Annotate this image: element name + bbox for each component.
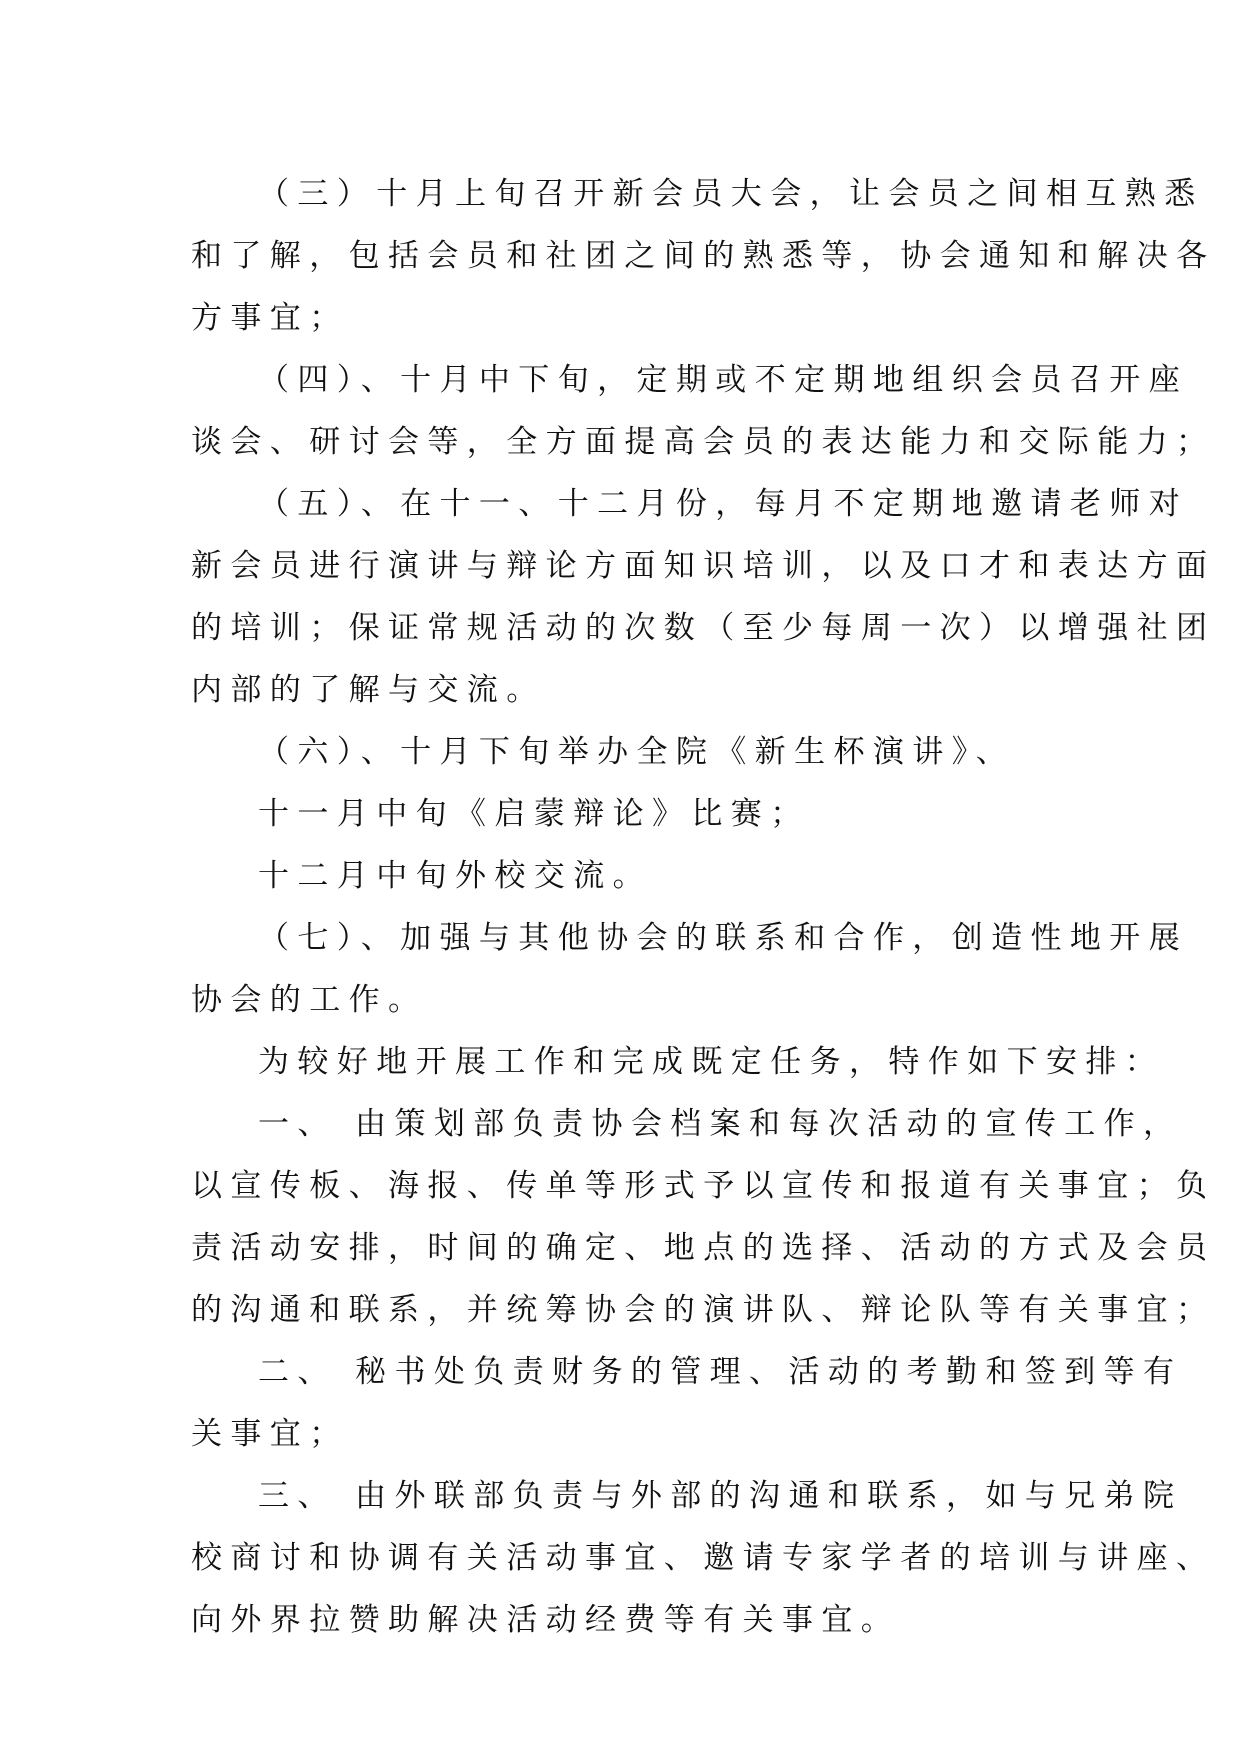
text-line: （七）、加强与其他协会的联系和合作，创造性地开展 (258, 920, 1189, 956)
text-line: 新会员进行演讲与辩论方面知识培训，以及口才和表达方面 (191, 548, 1216, 584)
text-line: 关事宜； (191, 1416, 349, 1452)
text-line: 三、 由外联部负责与外部的沟通和联系，如与兄弟院 (258, 1478, 1183, 1514)
text-line: 校商讨和协调有关活动事宜、邀请专家学者的培训与讲座、 (191, 1540, 1216, 1576)
text-line: 内部的了解与交流。 (191, 672, 546, 708)
text-line: 向外界拉赞助解决活动经费等有关事宜。 (191, 1602, 901, 1638)
text-line: 十一月中旬《启蒙辩论》比赛； (258, 796, 810, 832)
text-line: （三）十月上旬召开新会员大会，让会员之间相互熟悉 (258, 176, 1204, 212)
text-line: 的培训；保证常规活动的次数（至少每周一次）以增强社团 (191, 610, 1216, 646)
text-line: 和了解，包括会员和社团之间的熟悉等，协会通知和解决各 (191, 238, 1216, 274)
text-line: 责活动安排，时间的确定、地点的选择、活动的方式及会员 (191, 1230, 1216, 1266)
text-line: （六）、十月下旬举办全院《新生杯演讲》、 (258, 734, 1015, 770)
text-line: 十二月中旬外校交流。 (258, 858, 652, 894)
text-line: （五）、在十一、十二月份，每月不定期地邀请老师对 (258, 486, 1189, 522)
text-line: 一、 由策划部负责协会档案和每次活动的宣传工作， (258, 1106, 1183, 1142)
text-line: 以宣传板、海报、传单等形式予以宣传和报道有关事宜；负 (191, 1168, 1216, 1204)
text-line: （四）、十月中下旬，定期或不定期地组织会员召开座 (258, 362, 1189, 398)
text-line: 谈会、研讨会等，全方面提高会员的表达能力和交际能力； (191, 424, 1216, 460)
text-line: 为较好地开展工作和完成既定任务，特作如下安排： (258, 1044, 1165, 1080)
text-line: 二、 秘书处负责财务的管理、活动的考勤和签到等有 (258, 1354, 1183, 1390)
document-body (191, 163, 1216, 1651)
text-line: 方事宜； (191, 300, 349, 336)
text-line: 协会的工作。 (191, 982, 428, 1018)
text-line: 的沟通和联系，并统筹协会的演讲队、辩论队等有关事宜； (191, 1292, 1216, 1328)
